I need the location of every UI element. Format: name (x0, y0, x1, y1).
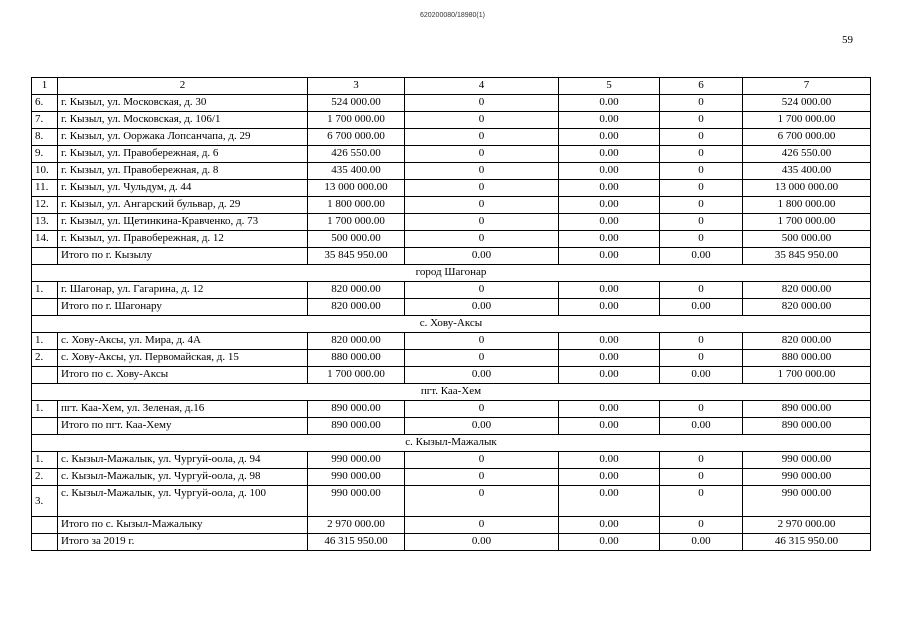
amount-cell: 6 700 000.00 (308, 129, 405, 146)
value-cell: 0 (405, 350, 559, 367)
amount-cell: 13 000 000.00 (308, 180, 405, 197)
value-cell: 0 (660, 163, 743, 180)
value-cell: 0 (405, 517, 559, 534)
value-cell: 0.00 (559, 163, 660, 180)
value-cell: 0.00 (660, 534, 743, 551)
total-amount-cell: 435 400.00 (743, 163, 871, 180)
total-amount-cell: 990 000.00 (743, 486, 871, 517)
total-amount-cell: 500 000.00 (743, 231, 871, 248)
value-cell: 0 (660, 350, 743, 367)
table-row (32, 333, 871, 350)
value-cell: 0.00 (559, 333, 660, 350)
column-header: 4 (405, 78, 559, 95)
table-row (32, 469, 871, 486)
address-cell: Итого по пгт. Каа-Хему (58, 418, 308, 435)
amount-cell: 820 000.00 (308, 333, 405, 350)
value-cell: 0.00 (559, 95, 660, 112)
row-number-cell (32, 517, 58, 534)
page-number: 59 (842, 34, 853, 46)
address-cell: г. Кызыл, ул. Ооржака Лопсанчапа, д. 29 (58, 129, 308, 146)
value-cell: 0 (405, 486, 559, 517)
total-amount-cell: 524 000.00 (743, 95, 871, 112)
value-cell: 0.00 (405, 418, 559, 435)
address-cell: с. Кызыл-Мажалык, ул. Чургуй-оола, д. 100 (58, 486, 308, 517)
address-cell: Итого по с. Хову-Аксы (58, 367, 308, 384)
table-row (32, 197, 871, 214)
address-cell: с. Кызыл-Мажалык, ул. Чургуй-оола, д. 94 (58, 452, 308, 469)
total-amount-cell: 990 000.00 (743, 469, 871, 486)
table-row (32, 214, 871, 231)
value-cell: 0 (660, 197, 743, 214)
section-title: пгт. Каа-Хем (32, 384, 871, 401)
value-cell: 0.00 (559, 350, 660, 367)
value-cell: 0.00 (660, 299, 743, 316)
value-cell: 0.00 (559, 146, 660, 163)
total-amount-cell: 820 000.00 (743, 299, 871, 316)
value-cell: 0 (405, 333, 559, 350)
amount-cell: 1 700 000.00 (308, 214, 405, 231)
amount-cell: 46 315 950.00 (308, 534, 405, 551)
value-cell: 0.00 (660, 367, 743, 384)
total-amount-cell: 820 000.00 (743, 333, 871, 350)
value-cell: 0 (405, 282, 559, 299)
address-cell: г. Шагонар, ул. Гагарина, д. 12 (58, 282, 308, 299)
value-cell: 0 (660, 214, 743, 231)
section-header-row (32, 435, 871, 452)
value-cell: 0.00 (559, 197, 660, 214)
value-cell: 0 (660, 231, 743, 248)
total-amount-cell: 2 970 000.00 (743, 517, 871, 534)
value-cell: 0 (405, 95, 559, 112)
total-amount-cell: 13 000 000.00 (743, 180, 871, 197)
value-cell: 0.00 (559, 214, 660, 231)
column-header: 3 (308, 78, 405, 95)
value-cell: 0.00 (559, 469, 660, 486)
total-amount-cell: 820 000.00 (743, 282, 871, 299)
address-cell: г. Кызыл, ул. Московская, д. 106/1 (58, 112, 308, 129)
row-number-cell: 2. (32, 350, 58, 367)
address-cell: г. Кызыл, ул. Чульдум, д. 44 (58, 180, 308, 197)
row-number-cell (32, 534, 58, 551)
value-cell: 0 (405, 469, 559, 486)
value-cell: 0.00 (559, 452, 660, 469)
document-id: 620200080/18980(1) (419, 12, 485, 19)
total-amount-cell: 890 000.00 (743, 401, 871, 418)
amount-cell: 990 000.00 (308, 469, 405, 486)
section-header-row (32, 316, 871, 333)
value-cell: 0.00 (405, 299, 559, 316)
value-cell: 0.00 (559, 367, 660, 384)
subtotal-row (32, 534, 871, 551)
address-cell: г. Кызыл, ул. Правобережная, д. 8 (58, 163, 308, 180)
address-cell: пгт. Каа-Хем, ул. Зеленая, д.16 (58, 401, 308, 418)
section-title: с. Хову-Аксы (32, 316, 871, 333)
value-cell: 0 (405, 452, 559, 469)
column-header-row (32, 78, 871, 95)
value-cell: 0 (405, 146, 559, 163)
value-cell: 0 (660, 517, 743, 534)
row-number-cell: 10. (32, 163, 58, 180)
amount-cell: 524 000.00 (308, 95, 405, 112)
total-amount-cell: 35 845 950.00 (743, 248, 871, 265)
subtotal-row (32, 517, 871, 534)
amount-cell: 820 000.00 (308, 299, 405, 316)
total-amount-cell: 1 700 000.00 (743, 367, 871, 384)
value-cell: 0.00 (405, 534, 559, 551)
row-number-cell (32, 248, 58, 265)
value-cell: 0 (660, 146, 743, 163)
value-cell: 0 (405, 163, 559, 180)
value-cell: 0.00 (559, 486, 660, 517)
subtotal-row (32, 418, 871, 435)
address-cell: с. Хову-Аксы, ул. Первомайская, д. 15 (58, 350, 308, 367)
address-cell: г. Кызыл, ул. Ангарский бульвар, д. 29 (58, 197, 308, 214)
table-row (32, 231, 871, 248)
value-cell: 0.00 (559, 517, 660, 534)
address-cell: Итого по с. Кызыл-Мажалыку (58, 517, 308, 534)
value-cell: 0.00 (559, 129, 660, 146)
row-number-cell (32, 418, 58, 435)
row-number-cell: 1. (32, 452, 58, 469)
column-header: 1 (32, 78, 58, 95)
address-cell: г. Кызыл, ул. Щетинкина-Кравченко, д. 73 (58, 214, 308, 231)
amount-cell: 1 700 000.00 (308, 367, 405, 384)
table-row (32, 486, 871, 517)
value-cell: 0.00 (559, 231, 660, 248)
budget-table (31, 77, 871, 551)
row-number-cell: 12. (32, 197, 58, 214)
total-amount-cell: 990 000.00 (743, 452, 871, 469)
row-number-cell: 2. (32, 469, 58, 486)
address-cell: г. Кызыл, ул. Московская, д. 30 (58, 95, 308, 112)
value-cell: 0.00 (559, 418, 660, 435)
subtotal-row (32, 299, 871, 316)
row-number-cell: 3. (32, 486, 58, 517)
value-cell: 0 (660, 401, 743, 418)
column-header: 7 (743, 78, 871, 95)
address-cell: с. Хову-Аксы, ул. Мира, д. 4А (58, 333, 308, 350)
value-cell: 0.00 (559, 534, 660, 551)
row-number-cell: 13. (32, 214, 58, 231)
row-number-cell: 6. (32, 95, 58, 112)
value-cell: 0 (660, 282, 743, 299)
amount-cell: 1 700 000.00 (308, 112, 405, 129)
value-cell: 0 (660, 469, 743, 486)
amount-cell: 2 970 000.00 (308, 517, 405, 534)
total-amount-cell: 1 700 000.00 (743, 214, 871, 231)
value-cell: 0.00 (405, 367, 559, 384)
row-number-cell: 1. (32, 333, 58, 350)
column-header: 6 (660, 78, 743, 95)
amount-cell: 500 000.00 (308, 231, 405, 248)
amount-cell: 880 000.00 (308, 350, 405, 367)
value-cell: 0 (660, 333, 743, 350)
value-cell: 0.00 (559, 248, 660, 265)
row-number-cell: 1. (32, 401, 58, 418)
amount-cell: 890 000.00 (308, 401, 405, 418)
column-header: 5 (559, 78, 660, 95)
value-cell: 0.00 (559, 112, 660, 129)
section-title: с. Кызыл-Мажалык (32, 435, 871, 452)
value-cell: 0.00 (660, 418, 743, 435)
table-row (32, 146, 871, 163)
value-cell: 0 (405, 401, 559, 418)
value-cell: 0.00 (559, 180, 660, 197)
amount-cell: 990 000.00 (308, 486, 405, 517)
total-amount-cell: 426 550.00 (743, 146, 871, 163)
address-cell: г. Кызыл, ул. Правобережная, д. 12 (58, 231, 308, 248)
row-number-cell (32, 299, 58, 316)
address-cell: г. Кызыл, ул. Правобережная, д. 6 (58, 146, 308, 163)
row-number-cell: 1. (32, 282, 58, 299)
value-cell: 0.00 (660, 248, 743, 265)
row-number-cell: 9. (32, 146, 58, 163)
value-cell: 0 (660, 486, 743, 517)
table-row (32, 180, 871, 197)
section-header-row (32, 384, 871, 401)
table-row (32, 129, 871, 146)
table-row (32, 401, 871, 418)
value-cell: 0 (660, 112, 743, 129)
value-cell: 0.00 (559, 401, 660, 418)
amount-cell: 990 000.00 (308, 452, 405, 469)
row-number-cell (32, 367, 58, 384)
value-cell: 0 (405, 197, 559, 214)
row-number-cell: 14. (32, 231, 58, 248)
address-cell: Итого по г. Кызылу (58, 248, 308, 265)
subtotal-row (32, 248, 871, 265)
subtotal-row (32, 367, 871, 384)
table-row (32, 163, 871, 180)
amount-cell: 435 400.00 (308, 163, 405, 180)
value-cell: 0 (660, 95, 743, 112)
value-cell: 0.00 (559, 299, 660, 316)
address-cell: Итого за 2019 г. (58, 534, 308, 551)
section-title: город Шагонар (32, 265, 871, 282)
total-amount-cell: 1 700 000.00 (743, 112, 871, 129)
amount-cell: 890 000.00 (308, 418, 405, 435)
address-cell: Итого по г. Шагонару (58, 299, 308, 316)
table-row (32, 95, 871, 112)
value-cell: 0.00 (559, 282, 660, 299)
value-cell: 0.00 (405, 248, 559, 265)
table-row (32, 282, 871, 299)
table-body (32, 78, 871, 551)
table-row (32, 452, 871, 469)
amount-cell: 1 800 000.00 (308, 197, 405, 214)
row-number-cell: 8. (32, 129, 58, 146)
section-header-row (32, 265, 871, 282)
value-cell: 0 (405, 129, 559, 146)
value-cell: 0 (405, 180, 559, 197)
amount-cell: 820 000.00 (308, 282, 405, 299)
value-cell: 0 (405, 231, 559, 248)
total-amount-cell: 1 800 000.00 (743, 197, 871, 214)
total-amount-cell: 890 000.00 (743, 418, 871, 435)
total-amount-cell: 880 000.00 (743, 350, 871, 367)
value-cell: 0 (660, 452, 743, 469)
row-number-cell: 7. (32, 112, 58, 129)
column-header: 2 (58, 78, 308, 95)
address-cell: с. Кызыл-Мажалык, ул. Чургуй-оола, д. 98 (58, 469, 308, 486)
total-amount-cell: 46 315 950.00 (743, 534, 871, 551)
value-cell: 0 (660, 129, 743, 146)
value-cell: 0 (660, 180, 743, 197)
amount-cell: 35 845 950.00 (308, 248, 405, 265)
table-row (32, 350, 871, 367)
value-cell: 0 (405, 214, 559, 231)
amount-cell: 426 550.00 (308, 146, 405, 163)
value-cell: 0 (405, 112, 559, 129)
row-number-cell: 11. (32, 180, 58, 197)
total-amount-cell: 6 700 000.00 (743, 129, 871, 146)
table-row (32, 112, 871, 129)
